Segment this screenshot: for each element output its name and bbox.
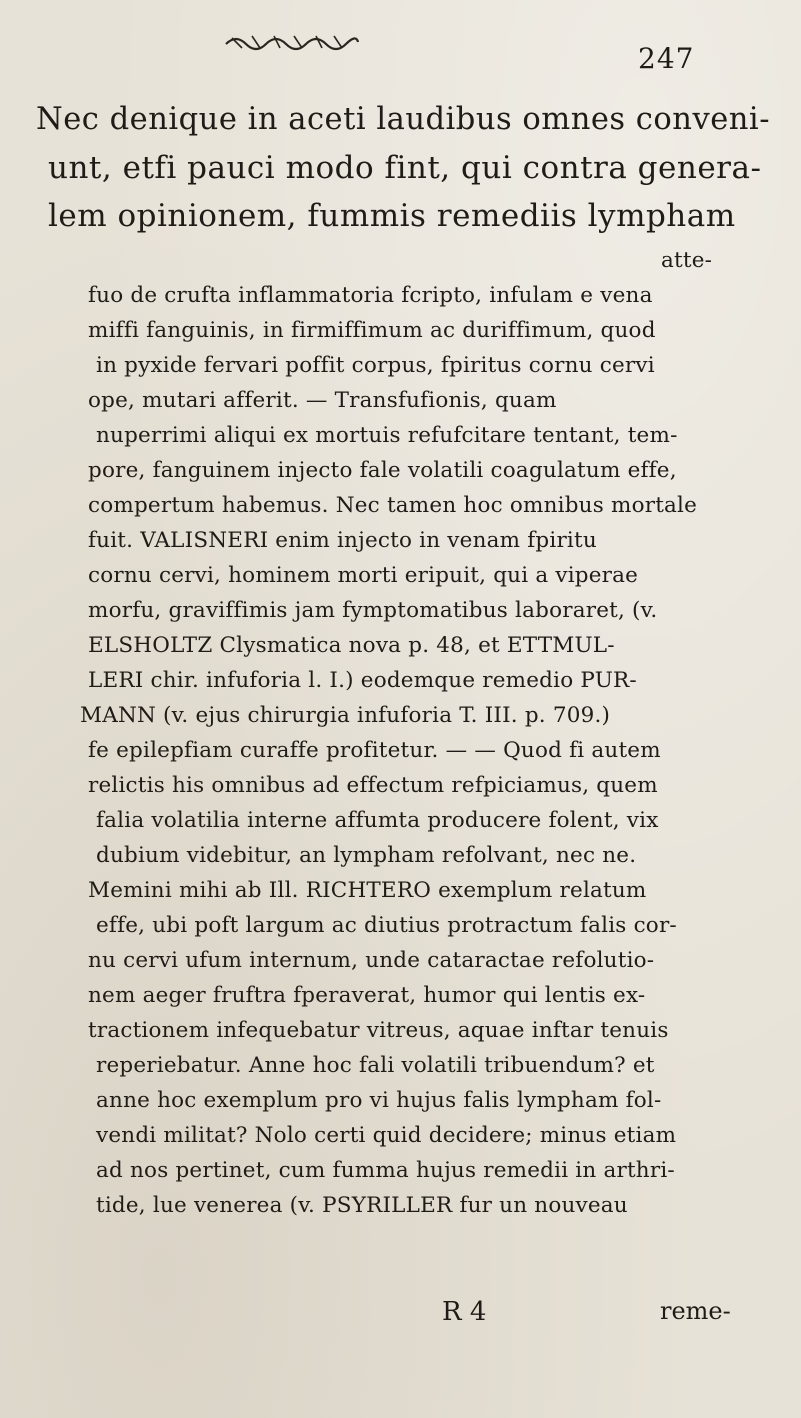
text-line: relictis his omnibus ad effectum refpiciamus, quem — [88, 773, 658, 798]
text-line: anne hoc exemplum pro vi hujus falis lympham fol- — [96, 1088, 662, 1113]
text-line: fuo de crufta inflammatoria fcripto, infulam e vena — [88, 283, 653, 308]
header-ornament — [222, 30, 362, 52]
text-line: MANN (v. ejus chirurgia infuforia T. III. p. 709.) — [80, 703, 611, 728]
text-line: cornu cervi, hominem morti eripuit, qui a viperae — [88, 563, 639, 588]
text-line: nuperrimi aliqui ex mortuis refufcitare tentant, tem- — [96, 423, 678, 448]
text-line: reperiebatur. Anne hoc fali volatili tribuendum? et — [96, 1053, 655, 1078]
text-line: in pyxide fervari poffit corpus, fpiritus cornu cervi — [96, 353, 655, 378]
page-number: 247 — [638, 42, 695, 75]
text-line: Memini mihi ab Ill. RICHTERO exemplum relatum — [88, 878, 647, 903]
text-line: lem opinionem, fummis remediis lympham — [48, 198, 736, 234]
text-line: ELSHOLTZ Clysmatica nova p. 48, et ETTMUL- — [88, 633, 615, 658]
catchword: reme- — [660, 1297, 731, 1325]
signature-mark: R 4 — [442, 1297, 487, 1327]
text-line: nem aeger fruftra fperaverat, humor qui lentis ex- — [88, 983, 646, 1008]
text-line: Nec denique in aceti laudibus omnes conveni- — [36, 102, 771, 137]
text-line: ope, mutari afferit. — Transfufionis, quam — [88, 388, 557, 413]
text-line: fuit. VALISNERI enim injecto in venam fpiritu — [88, 528, 597, 553]
text-line: compertum habemus. Nec tamen hoc omnibus mortale — [88, 493, 698, 518]
text-line: fe epilepfiam curaffe profitetur. — — Quod fi autem — [88, 738, 661, 763]
text-line: tide, lue venerea (v. PSYRILLER fur un nouveau — [96, 1193, 628, 1218]
text-line: effe, ubi poft largum ac diutius protractum falis cor- — [96, 913, 677, 938]
text-line: ad nos pertinet, cum fumma hujus remedii in arthri- — [96, 1158, 675, 1183]
text-line: miffi fanguinis, in firmiffimum ac duriffimum, quod — [88, 318, 656, 343]
text-line: atte- — [661, 248, 713, 273]
text-line: pore, fanguinem injecto fale volatili coagulatum effe, — [88, 458, 677, 483]
text-line: falia volatilia interne affumta producere folent, vix — [96, 808, 659, 833]
text-line: morfu, graviffimis jam fymptomatibus laboraret, (v. — [88, 598, 658, 623]
text-line: unt, etfi pauci modo fint, qui contra genera- — [48, 150, 762, 186]
text-line: LERI chir. infuforia l. I.) eodemque remedio PUR- — [88, 668, 637, 693]
text-line: vendi militat? Nolo certi quid decidere; minus etiam — [96, 1123, 677, 1148]
text-line: tractionem infequebatur vitreus, aquae inftar tenuis — [88, 1018, 669, 1043]
text-line: nu cervi ufum internum, unde cataractae refolutio- — [88, 948, 655, 973]
text-line: dubium videbitur, an lympham refolvant, nec ne. — [96, 843, 637, 868]
